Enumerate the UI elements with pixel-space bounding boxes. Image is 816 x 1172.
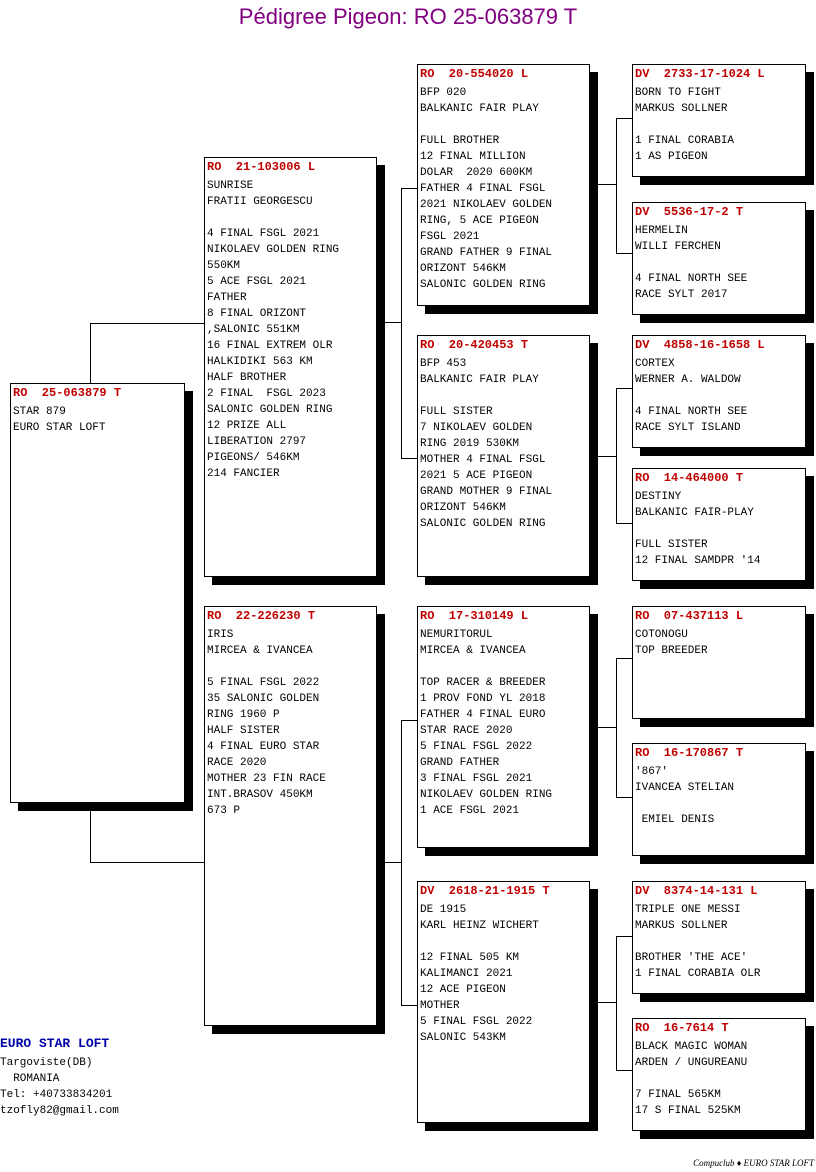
bird-details: DE 1915 KARL HEINZ WICHERT 12 FINAL 505 KM KALIMANCI 2021 12 ACE PIGEON MOTHER 5 FINAL FSGL 2022 SALONIC 543KM: [420, 904, 539, 1044]
loft-name: EURO STAR LOFT: [0, 1036, 110, 1051]
connector-line: [616, 797, 632, 798]
sire-dam-card: [417, 335, 590, 577]
ring-number: DV 2733-17-1024 L: [635, 67, 765, 81]
connector-line: [401, 458, 417, 459]
ring-number: DV 5536-17-2 T: [635, 205, 744, 219]
bird-details: HERMELIN WILLI FERCHEN 4 FINAL NORTH SEE RACE SYLT 2017: [635, 225, 748, 301]
dam-card: [204, 606, 377, 1026]
ring-number: RO 25-063879 T: [13, 386, 122, 400]
connector-line: [598, 184, 616, 185]
ring-number: DV 4858-16-1658 L: [635, 338, 765, 352]
loft-city: Targoviste(DB): [0, 1057, 93, 1069]
bird-details: SUNRISE FRATII GEORGESCU 4 FINAL FSGL 2021 NIKOLAEV GOLDEN RING 550KM 5 ACE FSGL 2021 FATHER 8 FINAL ORIZONT ,SALONIC 551KM 16 FINAL EXTREM OLR HALKIDIKI 563 KM HALF BROTHER 2 FINAL FSGL 2023 SALONIC GOLDEN RING 12 PRIZE ALL LIBERATION 2797 PIGEONS/ 546KM 214 FANCIER: [207, 180, 340, 480]
connector-line: [90, 803, 91, 863]
ring-number: DV 2618-21-1915 T: [420, 884, 550, 898]
loft-email: tzofly82@gmail.com: [0, 1105, 119, 1117]
subject-bird-card: [10, 383, 185, 803]
ring-number: RO 20-554020 L: [420, 67, 529, 81]
connector-line: [616, 936, 617, 1070]
connector-line: [616, 523, 632, 524]
loft-country: ROMANIA: [0, 1073, 60, 1085]
connector-line: [90, 323, 91, 383]
bird-details: DESTINY BALKANIC FAIR-PLAY FULL SISTER 12 FINAL SAMDPR '14: [635, 491, 761, 567]
bird-details: STAR 879 EURO STAR LOFT: [13, 406, 106, 434]
bird-details: BLACK MAGIC WOMAN ARDEN / UNGUREANU 7 FINAL 565KM 17 S FINAL 525KM: [635, 1041, 748, 1117]
dam-sire-card: [417, 606, 590, 848]
sire-sire-sire-card: [632, 64, 806, 177]
connector-line: [616, 253, 632, 254]
page-title: Pédigree Pigeon: RO 25-063879 T: [238, 4, 578, 29]
connector-line: [616, 658, 632, 659]
connector-line: [90, 862, 204, 863]
dam-dam-card: [417, 881, 590, 1123]
dam-sire-dam-card: [632, 743, 806, 856]
ring-number: DV 8374-14-131 L: [635, 884, 758, 898]
sire-dam-dam-card: [632, 468, 806, 581]
sire-sire-dam-card: [632, 202, 806, 315]
footer-credit: Compuclub ♦ EURO STAR LOFT: [693, 1158, 814, 1168]
connector-line: [616, 118, 617, 253]
connector-line: [401, 1005, 417, 1006]
ring-number: RO 20-420453 T: [420, 338, 529, 352]
connector-line: [385, 862, 401, 863]
connector-line: [401, 720, 417, 721]
ring-number: RO 16-7614 T: [635, 1021, 729, 1035]
ring-number: RO 14-464000 T: [635, 471, 744, 485]
connector-line: [616, 936, 632, 937]
ring-number: RO 07-437113 L: [635, 609, 744, 623]
ring-number: RO 22-226230 T: [207, 609, 316, 623]
ring-number: RO 17-310149 L: [420, 609, 529, 623]
connector-line: [598, 727, 616, 728]
sire-sire-card: [417, 64, 590, 306]
dam-dam-dam-card: [632, 1018, 806, 1131]
bird-details: CORTEX WERNER A. WALDOW 4 FINAL NORTH SEE RACE SYLT ISLAND: [635, 358, 748, 434]
dam-sire-sire-card: [632, 606, 806, 719]
dam-dam-sire-card: [632, 881, 806, 994]
connector-line: [616, 658, 617, 797]
sire-dam-sire-card: [632, 335, 806, 448]
connector-line: [598, 1002, 616, 1003]
connector-line: [598, 456, 616, 457]
ring-number: RO 16-170867 T: [635, 746, 744, 760]
bird-details: BFP 020 BALKANIC FAIR PLAY FULL BROTHER 12 FINAL MILLION DOLAR 2020 600KM FATHER 4 FINAL FSGL 2021 NIKOLAEV GOLDEN RING, 5 ACE PIGEON FSGL 2021 GRAND FATHER 9 FINAL ORIZONT 546KM SALONIC GOLDEN RING: [420, 87, 553, 291]
bird-details: NEMURITORUL MIRCEA & IVANCEA TOP RACER & BREEDER 1 PROV FOND YL 2018 FATHER 4 FINAL EURO STAR RACE 2020 5 FINAL FSGL 2022 GRAND FATHER 3 FINAL FSGL 2021 NIKOLAEV GOLDEN RING 1 ACE FSGL 2021: [420, 629, 553, 817]
connector-line: [90, 323, 204, 324]
connector-line: [401, 188, 402, 458]
connector-line: [385, 322, 401, 323]
loft-info: [0, 1036, 119, 1119]
connector-line: [616, 118, 632, 119]
connector-line: [401, 720, 402, 1005]
bird-details: '867' IVANCEA STELIAN EMIEL DENIS: [635, 766, 735, 826]
ring-number: RO 21-103006 L: [207, 160, 316, 174]
bird-details: COTONOGU TOP BREEDER: [635, 629, 708, 657]
sire-card: [204, 157, 377, 577]
connector-line: [616, 1070, 632, 1071]
bird-details: BFP 453 BALKANIC FAIR PLAY FULL SISTER 7 NIKOLAEV GOLDEN RING 2019 530KM MOTHER 4 FINAL FSGL 2021 5 ACE PIGEON GRAND MOTHER 9 FINAL ORIZONT 546KM SALONIC GOLDEN RING: [420, 358, 553, 530]
connector-line: [401, 188, 417, 189]
bird-details: BORN TO FIGHT MARKUS SOLLNER 1 FINAL CORABIA 1 AS PIGEON: [635, 87, 735, 163]
bird-details: IRIS MIRCEA & IVANCEA 5 FINAL FSGL 2022 35 SALONIC GOLDEN RING 1960 P HALF SISTER 4 FINAL EURO STAR RACE 2020 MOTHER 23 FIN RACE INT.BRASOV 450KM 673 P: [207, 629, 326, 817]
connector-line: [616, 388, 632, 389]
loft-phone: Tel: +40733834201: [0, 1089, 113, 1101]
bird-details: TRIPLE ONE MESSI MARKUS SOLLNER BROTHER 'THE ACE' 1 FINAL CORABIA OLR: [635, 904, 761, 980]
connector-line: [616, 388, 617, 523]
